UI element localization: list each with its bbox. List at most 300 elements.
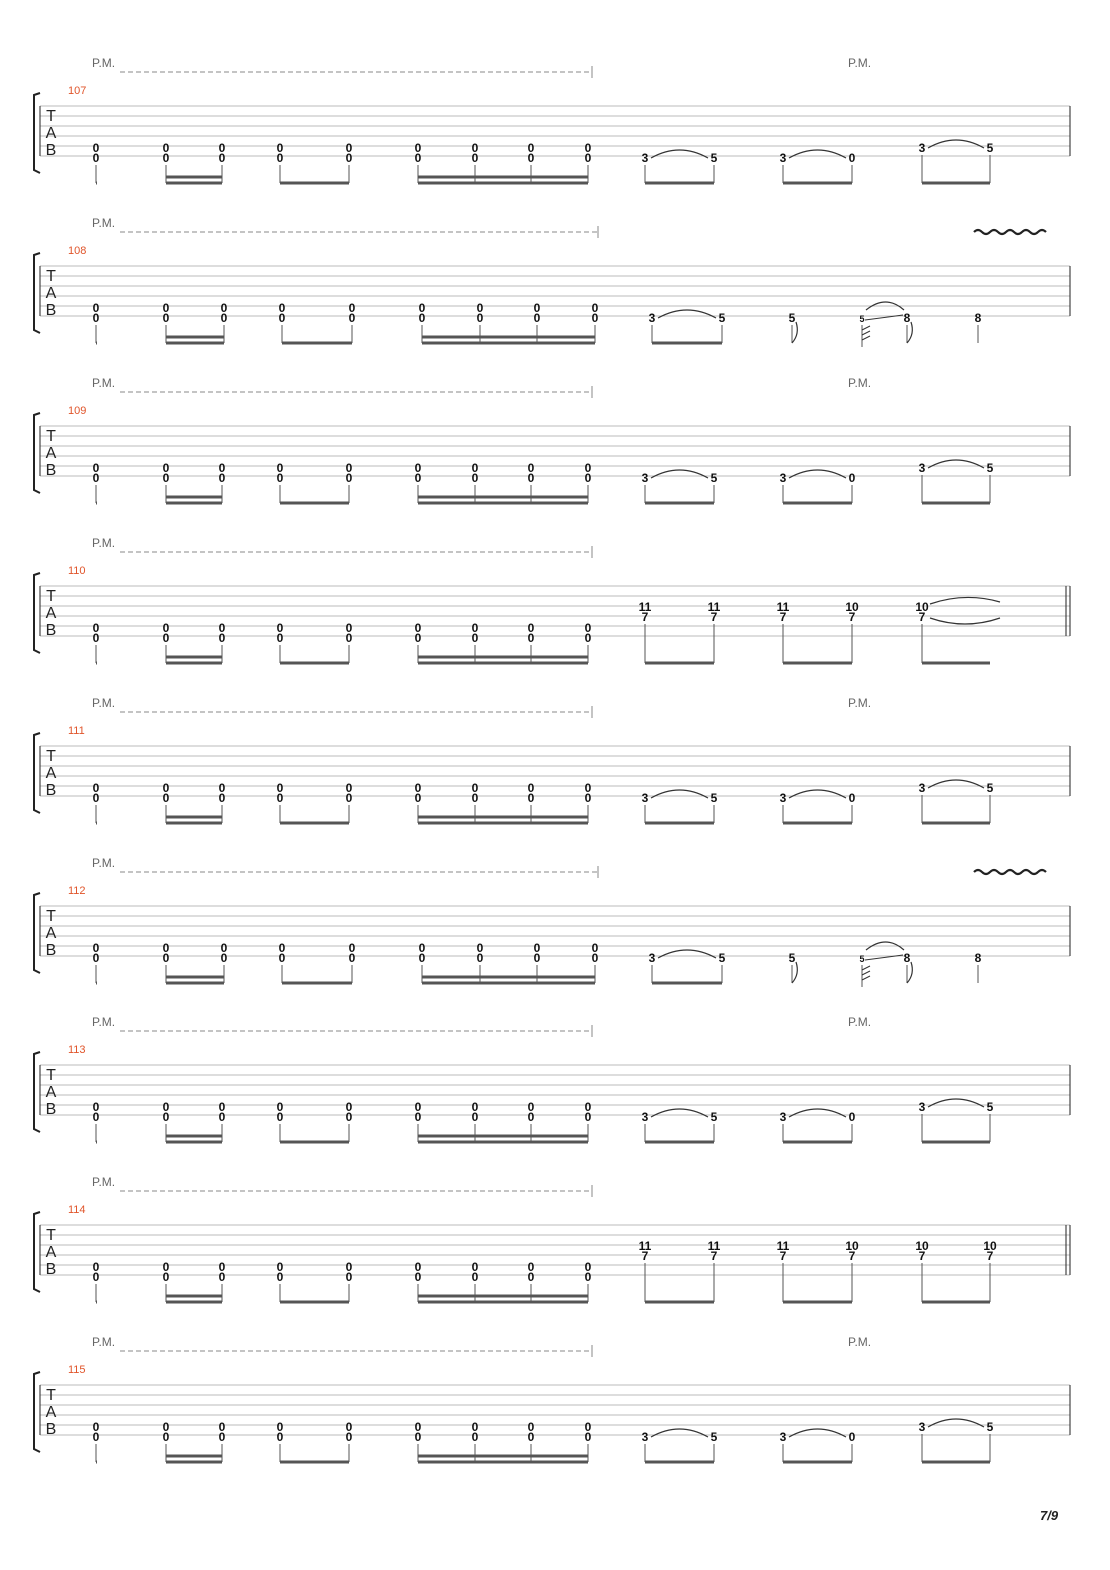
grace-fret-number: 5 xyxy=(859,314,865,324)
fret-number: 0 xyxy=(584,621,592,635)
fret-number: 0 xyxy=(414,151,422,165)
fret-number: 0 xyxy=(276,621,284,635)
beam xyxy=(783,502,852,505)
beam xyxy=(96,662,97,665)
fret-number: 5 xyxy=(986,461,994,475)
tab-system-107 xyxy=(0,50,1110,210)
fret-number: 0 xyxy=(414,1260,422,1274)
fret-number: 0 xyxy=(345,1430,353,1444)
fret-number: 0 xyxy=(278,951,286,965)
fret-number: 0 xyxy=(162,311,170,325)
fret-number: 0 xyxy=(414,141,422,155)
fret-number: 0 xyxy=(92,781,100,795)
beam-secondary xyxy=(166,336,224,339)
fret-number: 8 xyxy=(974,951,982,965)
tab-letter-b: B xyxy=(45,302,57,319)
beam xyxy=(166,822,222,825)
fret-number: 0 xyxy=(92,1430,100,1444)
system-bracket xyxy=(34,253,40,333)
fret-number: 0 xyxy=(276,631,284,645)
beam xyxy=(922,1461,990,1464)
measure-number: 109 xyxy=(68,405,87,417)
fret-number: 0 xyxy=(218,1270,226,1284)
beam-secondary xyxy=(418,496,588,499)
slur xyxy=(651,1109,708,1117)
fret-number: 0 xyxy=(218,791,226,805)
fret-number: 0 xyxy=(218,621,226,635)
tab-letter-a: A xyxy=(45,1244,57,1261)
fret-number: 0 xyxy=(92,1260,100,1274)
tab-letter-a: A xyxy=(45,1404,57,1421)
fret-number: 5 xyxy=(986,1420,994,1434)
beam xyxy=(96,182,97,185)
fret-number: 0 xyxy=(345,1420,353,1434)
measure-number: 108 xyxy=(68,245,87,257)
fret-number: 0 xyxy=(218,1110,226,1124)
page-number: 7/9 xyxy=(1040,1508,1059,1523)
palm-mute-label: P.M. xyxy=(848,1015,872,1029)
fret-number: 0 xyxy=(345,471,353,485)
fret-number: 0 xyxy=(591,941,599,955)
beam xyxy=(282,982,352,985)
fret-number: 0 xyxy=(471,1270,479,1284)
beam xyxy=(783,1301,852,1304)
tab-letter-b: B xyxy=(45,1421,57,1438)
fret-number: 0 xyxy=(584,1270,592,1284)
fret-number: 7 xyxy=(918,1249,926,1263)
tab-letter-a: A xyxy=(45,925,57,942)
fret-number: 0 xyxy=(92,301,100,315)
beam xyxy=(652,342,722,345)
fret-number: 0 xyxy=(584,1110,592,1124)
fret-number: 0 xyxy=(345,1100,353,1114)
fret-number: 0 xyxy=(162,151,170,165)
beam xyxy=(96,822,97,825)
fret-number: 3 xyxy=(648,311,656,325)
fret-number: 0 xyxy=(527,781,535,795)
fret-number: 3 xyxy=(641,1110,649,1124)
fret-number: 0 xyxy=(276,1420,284,1434)
palm-mute-label: P.M. xyxy=(92,1015,116,1029)
fret-number: 5 xyxy=(710,471,718,485)
fret-number: 0 xyxy=(218,1430,226,1444)
fret-number: 0 xyxy=(348,951,356,965)
tab-letter-t: T xyxy=(46,588,56,605)
tab-letter-t: T xyxy=(46,748,56,765)
fret-number: 5 xyxy=(986,141,994,155)
tab-system-graphic xyxy=(0,850,1110,1010)
fret-number: 3 xyxy=(918,1100,926,1114)
fret-number: 0 xyxy=(527,621,535,635)
note-flag xyxy=(907,962,912,983)
fret-number: 0 xyxy=(527,471,535,485)
fret-number: 5 xyxy=(710,151,718,165)
fret-number: 0 xyxy=(162,1110,170,1124)
beam-secondary xyxy=(418,656,588,659)
beam xyxy=(280,1301,349,1304)
tab-system-109 xyxy=(0,370,1110,530)
fret-number: 0 xyxy=(471,1100,479,1114)
fret-number: 0 xyxy=(345,621,353,635)
tab-letter-b: B xyxy=(45,1101,57,1118)
system-bracket xyxy=(34,1052,40,1132)
beam-secondary xyxy=(422,976,595,979)
tab-system-108 xyxy=(0,210,1110,370)
fret-number: 0 xyxy=(584,631,592,645)
tie-out xyxy=(930,618,1000,624)
tie-out xyxy=(930,597,1000,604)
fret-number: 0 xyxy=(162,1260,170,1274)
beam xyxy=(418,1301,588,1304)
system-bracket xyxy=(34,413,40,493)
palm-mute-label: P.M. xyxy=(92,536,116,550)
fret-number: 0 xyxy=(414,791,422,805)
fret-number: 0 xyxy=(471,1430,479,1444)
tab-letter-a: A xyxy=(45,605,57,622)
fret-number: 0 xyxy=(92,951,100,965)
beam xyxy=(96,342,97,345)
vibrato-mark xyxy=(974,870,1046,874)
fret-number: 0 xyxy=(162,1420,170,1434)
tab-letter-b: B xyxy=(45,462,57,479)
beam-secondary xyxy=(166,1455,222,1458)
fret-number: 0 xyxy=(476,951,484,965)
fret-number: 7 xyxy=(779,610,787,624)
fret-number: 11 xyxy=(638,1239,652,1253)
fret-number: 0 xyxy=(476,311,484,325)
fret-number: 0 xyxy=(476,301,484,315)
fret-number: 3 xyxy=(648,951,656,965)
beam xyxy=(922,502,990,505)
beam xyxy=(166,1461,222,1464)
palm-mute-label: P.M. xyxy=(92,1335,116,1349)
beam-secondary xyxy=(418,1295,588,1298)
palm-mute-label: P.M. xyxy=(92,856,116,870)
tab-system-graphic xyxy=(0,1009,1110,1169)
fret-number: 0 xyxy=(591,301,599,315)
fret-number: 0 xyxy=(220,301,228,315)
fret-number: 0 xyxy=(92,141,100,155)
fret-number: 0 xyxy=(584,471,592,485)
beam-secondary xyxy=(166,816,222,819)
fret-number: 0 xyxy=(276,1270,284,1284)
tab-letter-t: T xyxy=(46,428,56,445)
fret-number: 0 xyxy=(276,791,284,805)
system-bracket xyxy=(34,1212,40,1292)
fret-number: 0 xyxy=(278,301,286,315)
slur xyxy=(651,150,708,158)
slur xyxy=(658,950,716,958)
fret-number: 0 xyxy=(162,631,170,645)
fret-number: 3 xyxy=(918,461,926,475)
fret-number: 0 xyxy=(533,301,541,315)
note-flag xyxy=(792,962,797,983)
fret-number: 0 xyxy=(848,1430,856,1444)
beam xyxy=(418,502,588,505)
fret-number: 0 xyxy=(276,781,284,795)
measure-number: 110 xyxy=(68,565,86,577)
fret-number: 0 xyxy=(527,1100,535,1114)
tab-letter-t: T xyxy=(46,908,56,925)
fret-number: 7 xyxy=(710,1249,718,1263)
tremolo-stroke xyxy=(862,326,870,330)
tab-letter-b: B xyxy=(45,942,57,959)
fret-number: 0 xyxy=(92,1270,100,1284)
beam xyxy=(783,662,852,665)
fret-number: 10 xyxy=(915,1239,929,1253)
tab-letter-b: B xyxy=(45,622,57,639)
tab-letter-t: T xyxy=(46,108,56,125)
fret-number: 5 xyxy=(788,311,796,325)
fret-number: 0 xyxy=(345,631,353,645)
fret-number: 7 xyxy=(848,1249,856,1263)
fret-number: 0 xyxy=(218,1420,226,1434)
fret-number: 3 xyxy=(779,151,787,165)
fret-number: 0 xyxy=(848,1110,856,1124)
tab-letter-t: T xyxy=(46,1227,56,1244)
beam xyxy=(645,1461,714,1464)
fret-number: 3 xyxy=(641,471,649,485)
fret-number: 10 xyxy=(915,600,929,614)
fret-number: 5 xyxy=(986,781,994,795)
palm-mute-label: P.M. xyxy=(92,696,116,710)
beam-secondary xyxy=(418,176,588,179)
measure-number: 113 xyxy=(68,1044,86,1056)
fret-number: 0 xyxy=(345,781,353,795)
beam xyxy=(282,342,352,345)
note-flag xyxy=(907,322,912,343)
fret-number: 0 xyxy=(276,1430,284,1444)
beam xyxy=(418,182,588,185)
tab-letter-a: A xyxy=(45,125,57,142)
fret-number: 0 xyxy=(848,471,856,485)
beam xyxy=(418,1141,588,1144)
fret-number: 0 xyxy=(471,791,479,805)
fret-number: 0 xyxy=(584,151,592,165)
fret-number: 0 xyxy=(162,781,170,795)
tab-system-115 xyxy=(0,1329,1110,1489)
beam xyxy=(922,1301,990,1304)
fret-number: 0 xyxy=(848,151,856,165)
beam-secondary xyxy=(166,1295,222,1298)
measure-number: 115 xyxy=(68,1364,86,1376)
fret-number: 0 xyxy=(527,1430,535,1444)
beam xyxy=(645,822,714,825)
fret-number: 0 xyxy=(220,311,228,325)
fret-number: 0 xyxy=(476,941,484,955)
beam-secondary xyxy=(418,1455,588,1458)
tab-system-114 xyxy=(0,1169,1110,1329)
beam xyxy=(783,822,852,825)
fret-number: 0 xyxy=(527,1260,535,1274)
beam xyxy=(645,1301,714,1304)
tab-letter-t: T xyxy=(46,1387,56,1404)
beam xyxy=(418,822,588,825)
beam xyxy=(280,182,349,185)
fret-number: 5 xyxy=(710,1110,718,1124)
fret-number: 11 xyxy=(707,1239,721,1253)
fret-number: 11 xyxy=(638,600,652,614)
tab-letter-a: A xyxy=(45,285,57,302)
slur xyxy=(651,1429,708,1437)
fret-number: 7 xyxy=(779,1249,787,1263)
measure-number: 107 xyxy=(68,85,87,97)
fret-number: 0 xyxy=(92,151,100,165)
tab-system-graphic xyxy=(0,1329,1110,1489)
fret-number: 5 xyxy=(788,951,796,965)
fret-number: 5 xyxy=(986,1100,994,1114)
fret-number: 0 xyxy=(278,941,286,955)
measure-number: 112 xyxy=(68,885,86,897)
fret-number: 0 xyxy=(92,621,100,635)
fret-number: 0 xyxy=(218,1100,226,1114)
fret-number: 0 xyxy=(471,621,479,635)
fret-number: 0 xyxy=(276,1100,284,1114)
fret-number: 7 xyxy=(641,610,649,624)
tremolo-stroke xyxy=(862,976,870,980)
fret-number: 5 xyxy=(718,311,726,325)
tab-letter-a: A xyxy=(45,765,57,782)
fret-number: 0 xyxy=(414,781,422,795)
beam xyxy=(96,982,97,985)
beam xyxy=(280,1461,349,1464)
fret-number: 0 xyxy=(92,941,100,955)
fret-number: 0 xyxy=(276,461,284,475)
tab-system-graphic xyxy=(0,1169,1110,1329)
beam-secondary xyxy=(418,1135,588,1138)
note-flag xyxy=(792,322,797,343)
fret-number: 0 xyxy=(414,1270,422,1284)
fret-number: 0 xyxy=(418,301,426,315)
beam xyxy=(783,182,852,185)
fret-number: 0 xyxy=(414,1110,422,1124)
fret-number: 0 xyxy=(471,471,479,485)
fret-number: 0 xyxy=(218,151,226,165)
fret-number: 0 xyxy=(414,631,422,645)
fret-number: 0 xyxy=(348,311,356,325)
fret-number: 0 xyxy=(533,941,541,955)
beam-secondary xyxy=(166,176,222,179)
tremolo-stroke xyxy=(862,336,870,340)
fret-number: 0 xyxy=(471,1110,479,1124)
tab-system-113 xyxy=(0,1009,1110,1169)
fret-number: 0 xyxy=(218,1260,226,1274)
fret-number: 0 xyxy=(345,791,353,805)
system-bracket xyxy=(34,733,40,813)
beam-secondary xyxy=(166,976,224,979)
fret-number: 0 xyxy=(848,791,856,805)
fret-number: 0 xyxy=(276,1260,284,1274)
tab-system-111 xyxy=(0,690,1110,850)
beam xyxy=(422,982,595,985)
fret-number: 0 xyxy=(471,781,479,795)
fret-number: 0 xyxy=(345,141,353,155)
beam xyxy=(422,342,595,345)
beam xyxy=(166,502,222,505)
tab-letter-b: B xyxy=(45,142,57,159)
tab-letter-b: B xyxy=(45,782,57,799)
fret-number: 0 xyxy=(584,461,592,475)
measure-number: 111 xyxy=(68,725,85,737)
palm-mute-label: P.M. xyxy=(92,376,116,390)
fret-number: 0 xyxy=(471,461,479,475)
fret-number: 3 xyxy=(779,791,787,805)
beam xyxy=(166,1141,222,1144)
beam xyxy=(166,342,224,345)
fret-number: 0 xyxy=(92,631,100,645)
fret-number: 7 xyxy=(986,1249,994,1263)
fret-number: 0 xyxy=(527,1270,535,1284)
slur xyxy=(789,1429,846,1437)
fret-number: 0 xyxy=(162,791,170,805)
fret-number: 11 xyxy=(776,1239,790,1253)
fret-number: 0 xyxy=(591,951,599,965)
fret-number: 0 xyxy=(218,631,226,645)
tremolo-stroke xyxy=(862,331,870,335)
fret-number: 0 xyxy=(527,1420,535,1434)
measure-number: 114 xyxy=(68,1204,86,1216)
beam xyxy=(783,1461,852,1464)
tab-letter-b: B xyxy=(45,1261,57,1278)
beam xyxy=(280,822,349,825)
system-bracket xyxy=(34,1372,40,1452)
fret-number: 0 xyxy=(218,781,226,795)
fret-number: 0 xyxy=(527,151,535,165)
beam xyxy=(922,182,990,185)
tab-letter-a: A xyxy=(45,1084,57,1101)
beam xyxy=(418,662,588,665)
fret-number: 0 xyxy=(414,1100,422,1114)
fret-number: 11 xyxy=(776,600,790,614)
fret-number: 0 xyxy=(414,1420,422,1434)
fret-number: 0 xyxy=(414,471,422,485)
tab-system-graphic xyxy=(0,690,1110,850)
fret-number: 5 xyxy=(710,791,718,805)
system-bracket xyxy=(34,93,40,173)
fret-number: 0 xyxy=(92,461,100,475)
fret-number: 10 xyxy=(983,1239,997,1253)
fret-number: 0 xyxy=(348,301,356,315)
fret-number: 0 xyxy=(418,311,426,325)
palm-mute-label: P.M. xyxy=(848,56,872,70)
fret-number: 3 xyxy=(918,781,926,795)
fret-number: 0 xyxy=(527,1110,535,1124)
fret-number: 0 xyxy=(471,1260,479,1274)
fret-number: 0 xyxy=(162,1270,170,1284)
beam xyxy=(922,662,990,665)
slur xyxy=(789,150,846,158)
fret-number: 0 xyxy=(471,151,479,165)
fret-number: 0 xyxy=(218,141,226,155)
slur xyxy=(789,470,846,478)
fret-number: 0 xyxy=(162,951,170,965)
fret-number: 7 xyxy=(918,610,926,624)
fret-number: 0 xyxy=(414,1430,422,1444)
beam-secondary xyxy=(418,816,588,819)
slur xyxy=(789,790,846,798)
fret-number: 0 xyxy=(162,621,170,635)
fret-number: 10 xyxy=(845,600,859,614)
fret-number: 3 xyxy=(641,791,649,805)
fret-number: 0 xyxy=(345,1270,353,1284)
fret-number: 0 xyxy=(276,471,284,485)
fret-number: 7 xyxy=(641,1249,649,1263)
fret-number: 0 xyxy=(220,941,228,955)
fret-number: 0 xyxy=(527,791,535,805)
slur xyxy=(928,780,984,788)
fret-number: 0 xyxy=(162,471,170,485)
fret-number: 0 xyxy=(584,1430,592,1444)
